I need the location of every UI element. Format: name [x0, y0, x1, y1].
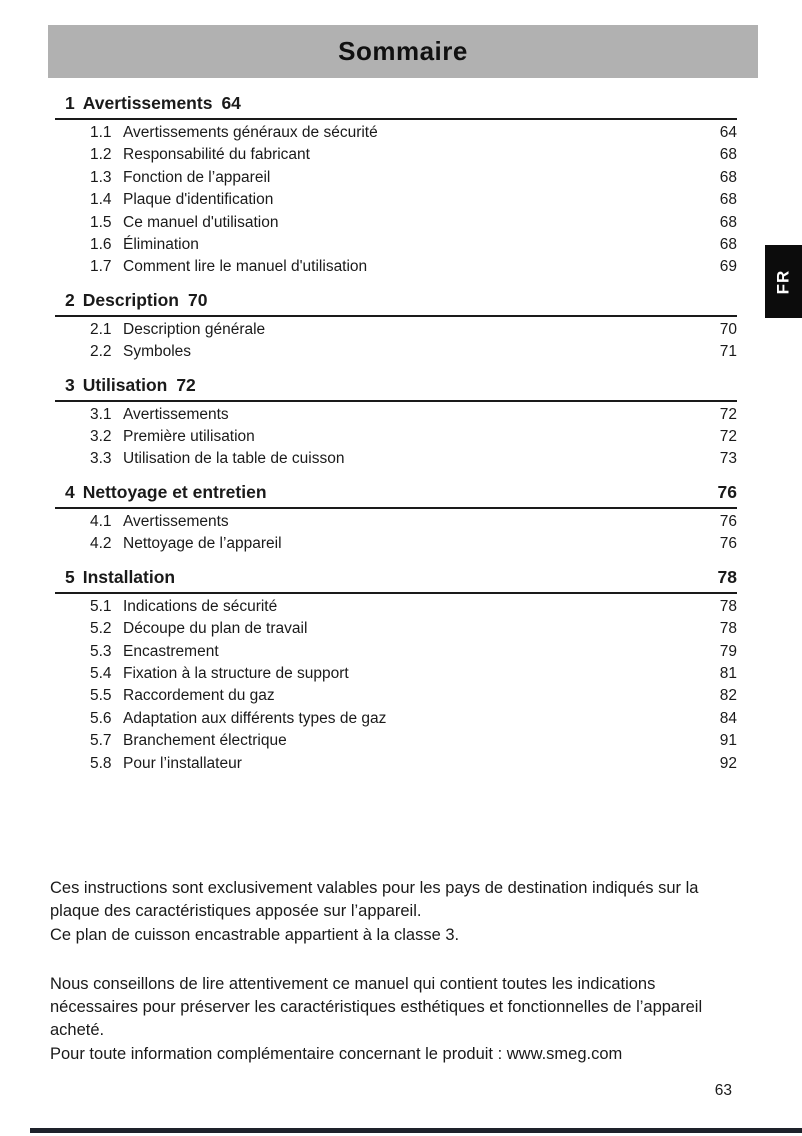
note-paragraph: Nous conseillons de lire attentivement ce manuel qui contient toutes les indications nécessaires pour préserver les caractéristiques esthétiques et fonctionnelles de l’appareil acheté.: [50, 974, 703, 1040]
entry-page: 68: [719, 236, 737, 254]
entry-title: Élimination: [123, 236, 199, 254]
toc-entries: [55, 319, 737, 364]
toc-entry[interactable]: [55, 426, 737, 448]
entry-page: 72: [719, 405, 737, 423]
entry-page: 68: [719, 191, 737, 209]
toc-entries: [55, 404, 737, 471]
entry-title: Fonction de l’appareil: [123, 168, 271, 186]
toc-entry[interactable]: [55, 596, 737, 618]
section-page: 70: [188, 289, 208, 310]
toc-section-heading[interactable]: [55, 93, 737, 120]
toc-entry[interactable]: [55, 167, 737, 189]
section-number: 4: [65, 481, 75, 502]
toc-entry[interactable]: [55, 448, 737, 470]
entry-number: 2.1: [90, 320, 112, 338]
entry-page: 72: [719, 428, 737, 446]
entry-title: Indications de sécurité: [123, 597, 278, 615]
page-title: Sommaire: [338, 36, 468, 66]
language-tab-label: FR: [773, 269, 793, 294]
section-title: Avertissements: [82, 93, 213, 113]
entry-page: 69: [719, 258, 737, 276]
note-paragraph: Pour toute information complémentaire concernant le produit : www.smeg.com: [50, 1044, 623, 1063]
entry-title: Avertissements généraux de sécurité: [123, 124, 378, 141]
toc-entry[interactable]: [55, 144, 737, 166]
entry-page: 73: [719, 450, 737, 468]
toc-entry[interactable]: [55, 730, 737, 752]
toc-entry[interactable]: [55, 533, 737, 555]
toc-entry[interactable]: [55, 685, 737, 707]
section-number: 2: [65, 289, 75, 310]
entry-number: 1.7: [90, 258, 112, 276]
entry-number: 5.1: [90, 597, 112, 615]
entry-number: 3.2: [90, 428, 112, 446]
entry-page: 76: [719, 512, 737, 530]
entry-number: 5.6: [90, 709, 112, 727]
entry-number: 1.5: [90, 213, 112, 231]
toc-section-4: [55, 482, 737, 556]
toc-entries: [55, 122, 737, 279]
toc-section-heading[interactable]: [55, 482, 737, 509]
toc-entry[interactable]: [55, 341, 737, 363]
toc-entry[interactable]: [55, 256, 737, 278]
entry-page: 78: [719, 597, 737, 615]
entry-title: Symboles: [123, 343, 192, 361]
entry-page: 92: [719, 754, 737, 772]
toc-entry[interactable]: [55, 641, 737, 663]
entry-page: 91: [719, 732, 737, 750]
table-of-contents: [55, 93, 737, 775]
entry-number: 4.1: [90, 512, 112, 530]
entry-number: 1.6: [90, 236, 112, 254]
entry-page: 68: [719, 168, 737, 186]
entry-page: 64: [719, 124, 737, 141]
section-page: 78: [717, 566, 737, 587]
toc-entry[interactable]: [55, 234, 737, 256]
note-paragraph: Ces instructions sont exclusivement valables pour les pays de destination indiqués sur la plaque des caractéristiques apposée sur l’appareil.: [50, 879, 699, 921]
entry-title: Nettoyage de l’appareil: [123, 535, 282, 553]
entry-title: Adaptation aux différents types de gaz: [123, 709, 387, 727]
entry-number: 5.7: [90, 732, 112, 750]
page-number: 63: [714, 1082, 732, 1099]
entry-number: 5.8: [90, 754, 112, 772]
section-number: 5: [65, 566, 75, 587]
toc-entry[interactable]: [55, 753, 737, 775]
entry-number: 5.5: [90, 687, 112, 705]
toc-section-2: [55, 290, 737, 364]
toc-entry[interactable]: [55, 663, 737, 685]
entry-number: 1.3: [90, 168, 112, 186]
entry-page: 82: [719, 687, 737, 705]
entry-page: 71: [719, 343, 737, 361]
toc-section-5: [55, 567, 737, 775]
entry-title: Branchement électrique: [123, 732, 287, 750]
section-page: 76: [717, 481, 737, 502]
entry-page: 68: [719, 146, 737, 164]
entry-number: 1.1: [90, 124, 112, 141]
toc-section-3: [55, 375, 737, 471]
entry-number: 5.4: [90, 664, 112, 682]
entry-title: Pour l’installateur: [123, 754, 242, 772]
entry-title: Utilisation de la table de cuisson: [123, 450, 345, 468]
toc-entries: [55, 596, 737, 775]
page-title-bar: [48, 25, 758, 78]
entry-page: 70: [719, 320, 737, 338]
entry-title: Responsabilité du fabricant: [123, 146, 310, 164]
entry-title: Avertissements: [123, 512, 229, 530]
toc-entry[interactable]: [55, 122, 737, 144]
entry-title: Encastrement: [123, 642, 219, 660]
page-bottom-bar: [30, 1128, 802, 1133]
entry-number: 5.2: [90, 620, 112, 638]
toc-entry[interactable]: [55, 189, 737, 211]
toc-entries: [55, 511, 737, 556]
entry-number: 2.2: [90, 343, 112, 361]
entry-page: 81: [719, 664, 737, 682]
section-title: Installation: [82, 566, 176, 587]
section-number: 3: [65, 374, 75, 395]
toc-entry[interactable]: [55, 404, 737, 426]
toc-entry[interactable]: [55, 618, 737, 640]
section-page: 72: [176, 374, 196, 395]
toc-section-heading[interactable]: [55, 375, 737, 402]
entry-title: Plaque d'identification: [123, 191, 274, 209]
section-page: 64: [221, 93, 241, 113]
entry-page: 84: [719, 709, 737, 727]
toc-section-heading[interactable]: [55, 567, 737, 594]
toc-section-heading[interactable]: [55, 290, 737, 317]
section-title: Nettoyage et entretien: [82, 481, 267, 502]
section-title: Description: [82, 289, 180, 310]
section-number: 1: [65, 93, 75, 113]
entry-title: Description générale: [123, 320, 266, 338]
language-tab-fr: [765, 245, 802, 318]
entry-title: Fixation à la structure de support: [123, 664, 349, 682]
entry-title: Première utilisation: [123, 428, 255, 446]
section-title: Utilisation: [82, 374, 168, 395]
note-paragraph: Ce plan de cuisson encastrable appartient à la classe 3.: [50, 925, 460, 944]
toc-entry[interactable]: [55, 212, 737, 234]
toc-section-1: [55, 93, 737, 279]
entry-number: 1.2: [90, 146, 112, 164]
entry-number: 4.2: [90, 535, 112, 553]
entry-page: 78: [719, 620, 737, 638]
intro-notes: [50, 877, 738, 1066]
entry-page: 76: [719, 535, 737, 553]
entry-title: Comment lire le manuel d'utilisation: [123, 258, 368, 276]
toc-entry[interactable]: [55, 511, 737, 533]
toc-entry[interactable]: [55, 708, 737, 730]
entry-page: 68: [719, 213, 737, 231]
entry-number: 5.3: [90, 642, 112, 660]
entry-number: 3.3: [90, 450, 112, 468]
entry-number: 1.4: [90, 191, 112, 209]
entry-title: Avertissements: [123, 405, 229, 423]
entry-title: Raccordement du gaz: [123, 687, 275, 705]
entry-title: Découpe du plan de travail: [123, 620, 308, 638]
entry-number: 3.1: [90, 405, 112, 423]
toc-entry[interactable]: [55, 319, 737, 341]
entry-title: Ce manuel d'utilisation: [123, 213, 279, 231]
entry-page: 79: [719, 642, 737, 660]
